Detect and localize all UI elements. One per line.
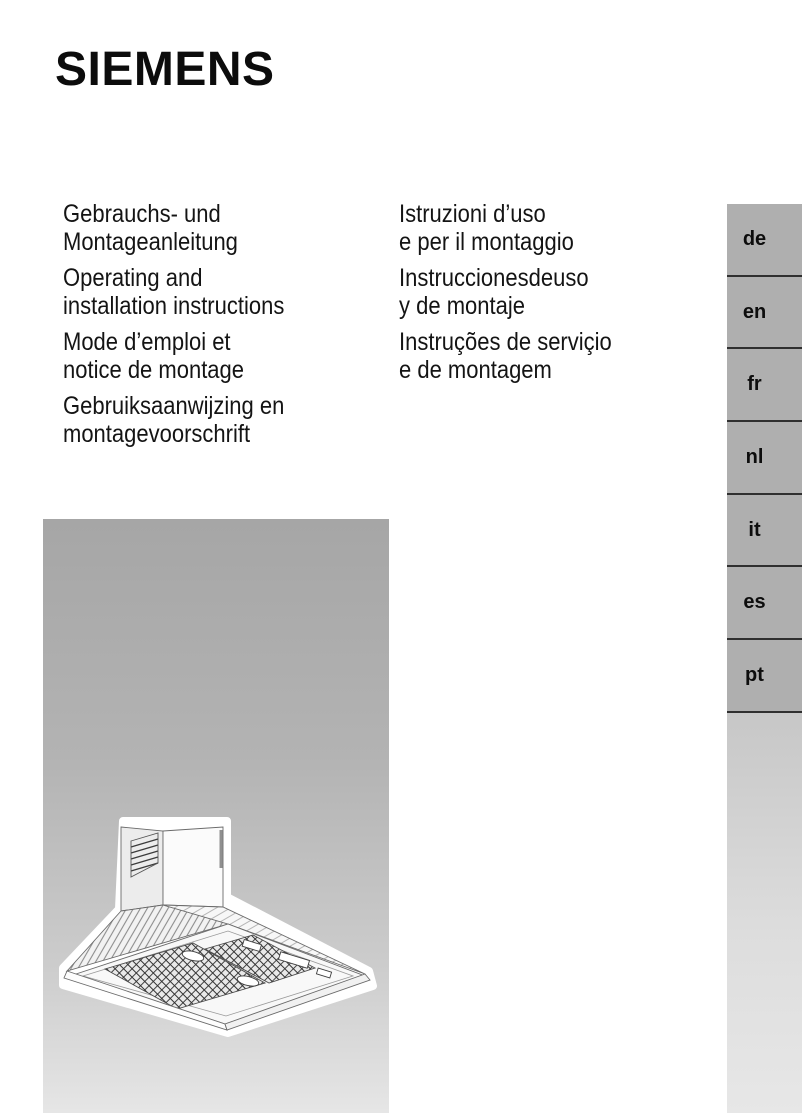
language-tab-es <box>727 567 802 640</box>
intro-paragraph <box>399 328 612 384</box>
language-tab-strip <box>727 204 802 713</box>
intro-paragraph <box>399 200 612 256</box>
language-tab-label: fr <box>747 373 762 396</box>
language-tab-nl <box>727 422 802 495</box>
intro-line: Gebrauchs- und <box>63 200 221 228</box>
extractor-hood-illustration <box>43 519 389 1113</box>
language-tab-en <box>727 277 802 350</box>
siemens-logo: SIEMENS <box>55 43 275 96</box>
language-tab-label: de <box>742 227 767 250</box>
intro-paragraph <box>63 328 284 384</box>
intro-line: y de montaje <box>399 292 525 320</box>
intro-line: Operating and <box>63 264 203 292</box>
intro-paragraph <box>399 264 612 320</box>
intro-line: Gebruiksaanwijzing en <box>63 392 285 420</box>
intro-line: Mode d’emploi et <box>63 328 231 356</box>
intro-line: e per il montaggio <box>399 228 574 256</box>
intro-line: Instruções de serviçio <box>399 328 612 356</box>
intro-line: notice de montage <box>63 356 245 384</box>
language-tab-fr <box>727 349 802 422</box>
language-tab-label: en <box>742 300 767 323</box>
language-tab-de <box>727 204 802 277</box>
right-edge-strip <box>727 713 802 1113</box>
language-tab-it <box>727 495 802 568</box>
intro-line: Montageanleitung <box>63 228 238 256</box>
intro-paragraph <box>63 392 284 448</box>
intro-paragraph <box>63 200 284 256</box>
intro-paragraph <box>63 264 284 320</box>
language-tab-label: it <box>748 518 761 541</box>
language-tab-label: nl <box>745 445 764 468</box>
intro-line: Istruzioni d’uso <box>399 200 546 228</box>
language-tab-label: es <box>743 591 766 614</box>
title-column-right <box>399 200 612 392</box>
product-image-panel <box>43 519 389 1113</box>
intro-line: e de montagem <box>399 356 552 384</box>
intro-line: installation instructions <box>63 292 285 320</box>
language-tab-label: pt <box>745 663 764 686</box>
intro-line: Instruccionesdeuso <box>399 264 589 292</box>
intro-line: montagevoorschrift <box>63 420 251 448</box>
language-tab-pt <box>727 640 802 713</box>
title-column-left <box>63 200 284 456</box>
